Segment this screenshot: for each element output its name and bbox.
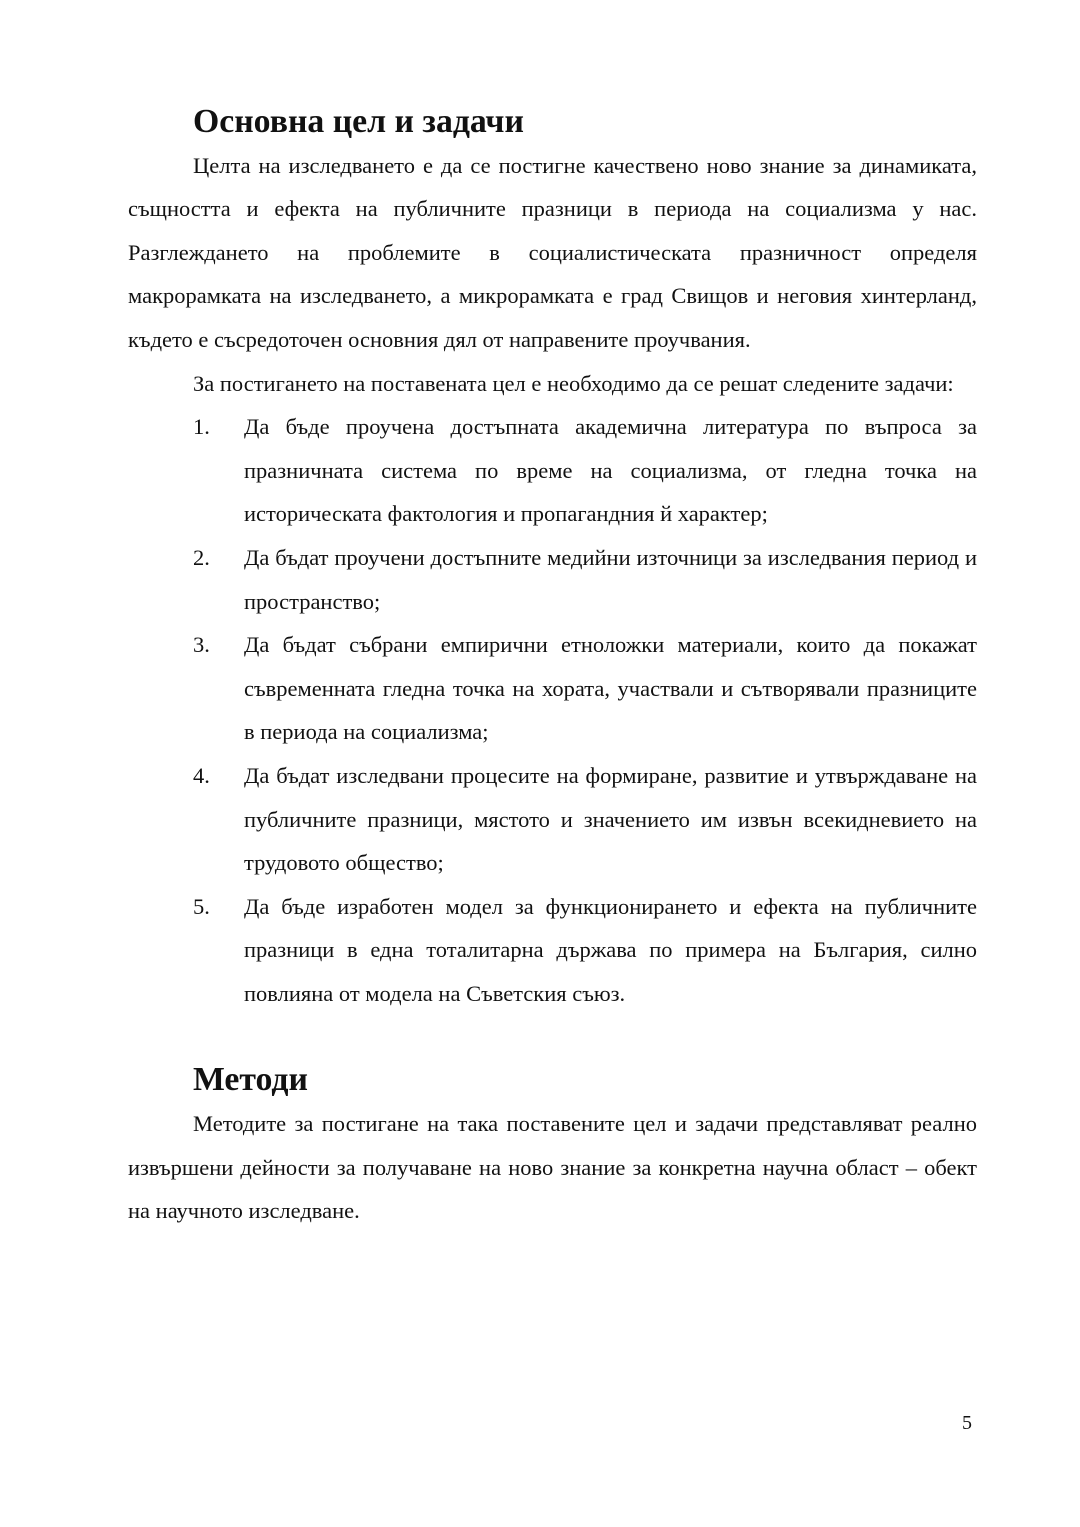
list-item-number: 4. (193, 762, 210, 788)
page-number: 5 (962, 1412, 972, 1434)
section-spacer (128, 1015, 977, 1058)
list-item-text: Да бъдат проучени достъпните медийни източници за изследвания период и пространство; (244, 544, 977, 614)
paragraph-goal: Целта на изследването е да се постигне качествено ново знание за динамиката, същността и ефекта на публичните празници в периода на социализма у нас. Разглеждането на проблемите в социалистическата празничност определя макрорамката на изследването, а микрорамката е град Свищов и неговия хинтерланд, където е съсредоточен основния дял от направените проучвания. (128, 152, 977, 352)
list-item (128, 536, 977, 623)
list-item (128, 754, 977, 885)
list-item (128, 623, 977, 754)
paragraph-tasks-intro: За постигането на поставената цел е необходимо да се решат следените задачи: (193, 370, 954, 396)
list-item-number: 5. (193, 893, 210, 919)
list-item-text: Да бъдат събрани емпирични етноложки материали, които да покажат съвременната гледна точка на хората, участвали и сътворявали празниците в периода на социализма; (244, 632, 977, 745)
section-heading-goals: Основна цел и задачи (193, 103, 524, 140)
list-item-number: 2. (193, 544, 210, 570)
list-item (128, 405, 977, 536)
tasks-list (128, 405, 977, 1015)
list-item-text: Да бъде изработен модел за функционирането и ефекта на публичните празници в една тоталитарна държава по примера на България, силно повлияна от модела на Съветския съюз. (244, 893, 977, 1006)
list-item-number: 3. (193, 632, 210, 658)
list-item-text: Да бъдат изследвани процесите на формиране, развитие и утвърждаване на публичните празници, мястото и значението им извън всекидневието на трудовото общество; (244, 762, 977, 876)
paragraph-methods: Методите за постигане на така поставените цел и задачи представляват реално извършени дейности за получаване на ново знание за конкретна научна област – обект на научното изследване. (128, 1111, 977, 1224)
list-item-number: 1. (193, 414, 210, 440)
list-item (128, 885, 977, 1016)
section-heading-methods: Методи (193, 1061, 308, 1099)
document-page (128, 100, 977, 1233)
list-item-text: Да бъде проучена достъпната академична литература по въпроса за празничната система по време на социализма, от гледна точка на историческата фактология и пропагандния й характер; (244, 414, 977, 527)
